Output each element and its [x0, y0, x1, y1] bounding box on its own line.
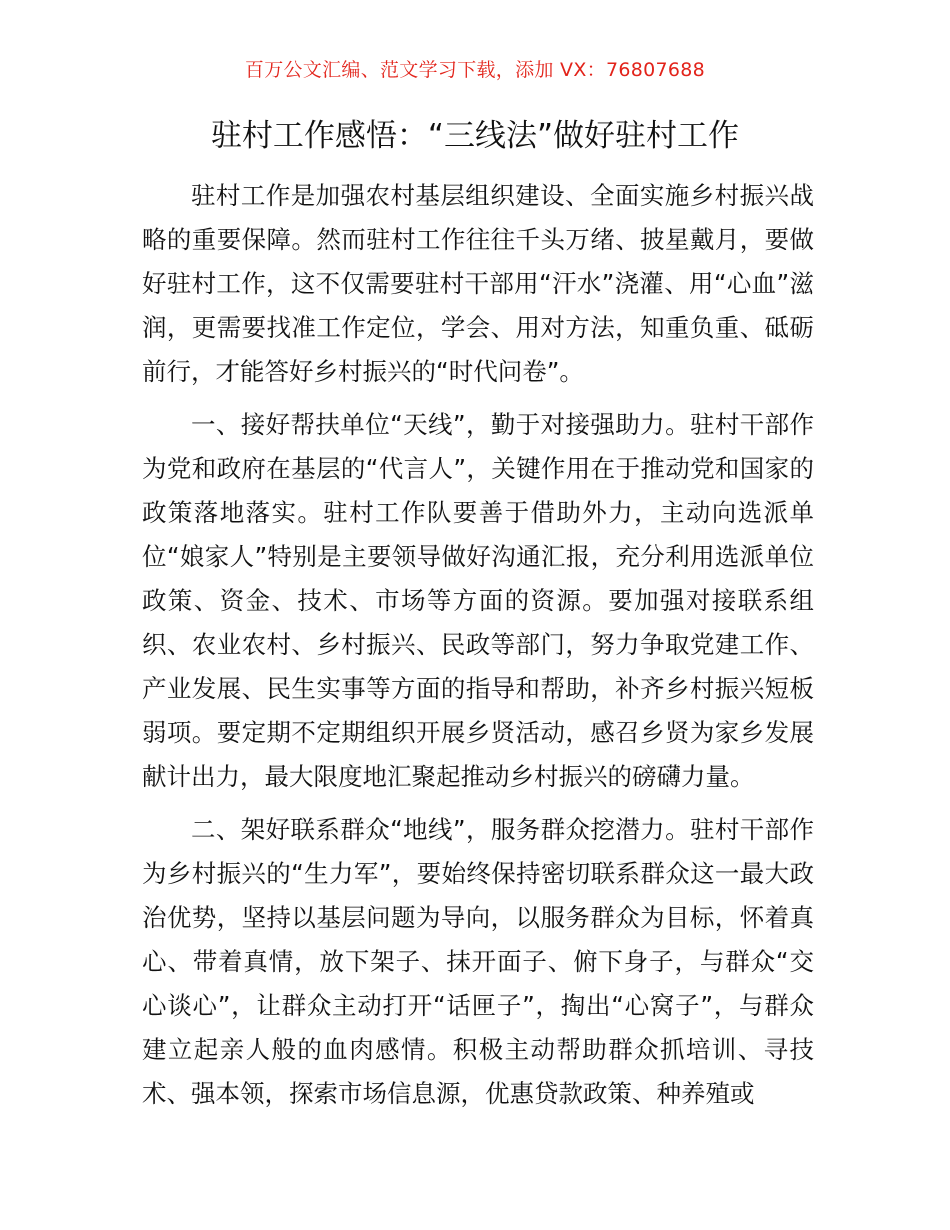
paragraph-section-1: 一、接好帮扶单位“天线”，勤于对接强助力。驻村干部作为党和政府在基层的“代言人”，关键作用在于推动党和国家的政策落地落实。驻村工作队要善于借助外力，主动向选派单位“娘家人”特别是主要领导做好沟通汇报，充分利用选派单位政策、资金、技术、市场等方面的资源。要加强对接联系组织、农业农村、乡村振兴、民政等部门，努力争取党建工作、产业发展、民生实事等方面的指导和帮助，补齐乡村振兴短板弱项。要定期不定期组织开展乡贤活动，感召乡贤为家乡发展献计出力，最大限度地汇聚起推动乡村振兴的磅礴力量。: [142, 410, 814, 791]
document-body: [142, 174, 814, 1125]
paragraph-section-2: 二、架好联系群众“地线”，服务群众挖潜力。驻村干部作为乡村振兴的“生力军”，要始终保持密切联系群众这一最大政治优势，坚持以基层问题为导向，以服务群众为目标，怀着真心、带着真情，放下架子、抹开面子、俯下身子，与群众“交心谈心”，让群众主动打开“话匣子”，掏出“心窝子”，与群众建立起亲人般的血肉感情。积极主动帮助群众抓培训、寻技术、强本领，探索市场信息源，优惠贷款政策、种养殖或: [142, 815, 814, 1108]
watermark-header: 百万公文汇编、范文学习下载，添加 VX：76807688: [244, 59, 706, 81]
document-title: 驻村工作感悟：“三线法”做好驻村工作: [210, 118, 740, 154]
paragraph-intro: 驻村工作是加强农村基层组织建设、全面实施乡村振兴战略的重要保障。然而驻村工作往往千头万绪、披星戴月，要做好驻村工作，这不仅需要驻村干部用“汗水”浇灌、用“心血”滋润，更需要找准工作定位，学会、用对方法，知重负重、砥砺前行，才能答好乡村振兴的“时代问卷”。: [142, 181, 814, 386]
